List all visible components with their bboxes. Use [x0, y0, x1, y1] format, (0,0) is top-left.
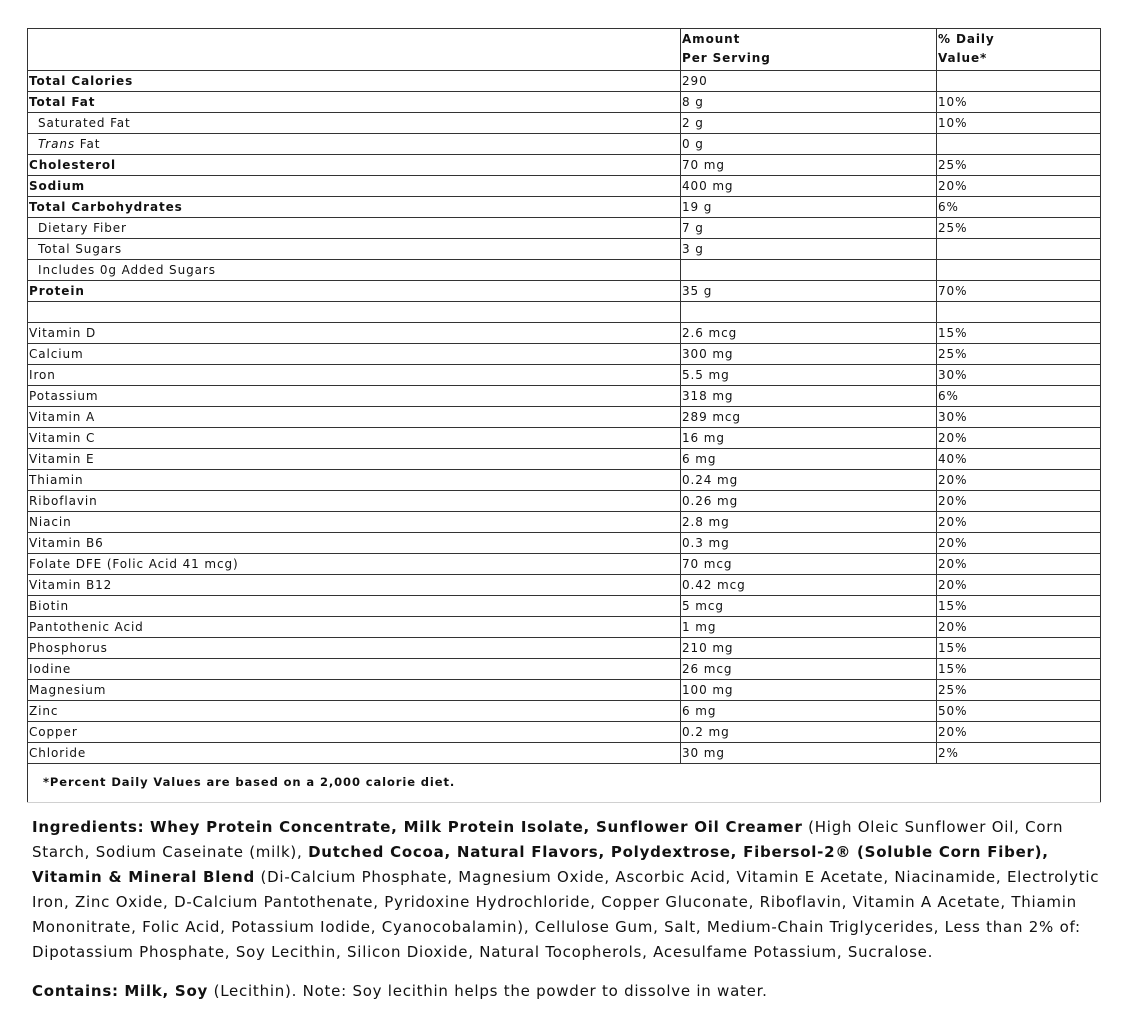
table-row [28, 218, 1101, 239]
nutrient-name: Biotin [28, 596, 681, 617]
table-row [28, 155, 1101, 176]
nutrient-name: Vitamin C [28, 428, 681, 449]
nutrient-daily-value: 15% [937, 638, 1101, 659]
nutrient-amount: 0.26 mg [681, 491, 937, 512]
nutrient-amount: 26 mcg [681, 659, 937, 680]
nutrient-amount: 6 mg [681, 449, 937, 470]
nutrient-amount: 19 g [681, 197, 937, 218]
nutrient-daily-value: 25% [937, 344, 1101, 365]
table-row [28, 617, 1101, 638]
nutrient-name: Includes 0g Added Sugars [28, 260, 681, 281]
nutrient-daily-value [937, 71, 1101, 92]
nutrient-name: Total Carbohydrates [28, 197, 681, 218]
nutrient-name: Total Fat [28, 92, 681, 113]
header-dv-line1: % Daily [938, 32, 995, 46]
nutrient-daily-value [937, 134, 1101, 155]
nutrient-amount: 0.2 mg [681, 722, 937, 743]
nutrient-name: Niacin [28, 512, 681, 533]
nutrient-name: Pantothenic Acid [28, 617, 681, 638]
table-row [28, 575, 1101, 596]
nutrient-daily-value [937, 302, 1101, 323]
nutrient-daily-value: 20% [937, 554, 1101, 575]
nutrient-daily-value: 10% [937, 113, 1101, 134]
daily-value-footnote: *Percent Daily Values are based on a 2,000 calorie diet. [28, 764, 1101, 803]
ingredients-paragraph [32, 815, 1104, 965]
nutrient-amount: 290 [681, 71, 937, 92]
nutrient-name: Folate DFE (Folic Acid 41 mcg) [28, 554, 681, 575]
nutrient-amount: 300 mg [681, 344, 937, 365]
nutrient-daily-value: 25% [937, 155, 1101, 176]
table-row [28, 407, 1101, 428]
table-row [28, 722, 1101, 743]
nutrient-amount: 5 mcg [681, 596, 937, 617]
ingredients-normal-part-2: (Di-Calcium Phosphate, Magnesium Oxide, Ascorbic Acid, Vitamin E Acetate, Niacinamide, Electrolytic Iron, Zinc Oxide, D-Calcium Pantothenate, Pyridoxine Hydrochloride, Copper Gluconate, Riboflavin, Vitamin A Acetate, Thiamin Mononitrate, Folic Acid, Potassium Iodide, Cyanocobalamin), Cellulose Gum, Salt, Medium-Chain Triglycerides, Less than 2% of: Dipotassium Phosphate, Soy Lecithin, Silicon Dioxide, Natural Tocopherols, Acesulfame Potassium, Sucralose. [32, 868, 1100, 961]
nutrient-name: Zinc [28, 701, 681, 722]
nutrient-daily-value: 20% [937, 575, 1101, 596]
nutrient-amount: 0.24 mg [681, 470, 937, 491]
nutrient-daily-value: 40% [937, 449, 1101, 470]
table-row [28, 470, 1101, 491]
nutrient-name: Vitamin B6 [28, 533, 681, 554]
header-amount-cell [681, 29, 937, 71]
nutrient-amount: 2.6 mcg [681, 323, 937, 344]
nutrient-daily-value: 15% [937, 323, 1101, 344]
nutrient-name: Total Calories [28, 71, 681, 92]
nutrient-name: Iron [28, 365, 681, 386]
nutrient-daily-value [937, 260, 1101, 281]
nutrient-name: Calcium [28, 344, 681, 365]
nutrient-name: Total Sugars [28, 239, 681, 260]
nutrient-amount: 8 g [681, 92, 937, 113]
nutrient-amount: 5.5 mg [681, 365, 937, 386]
contains-label: Contains: [32, 982, 119, 1000]
nutrient-daily-value: 20% [937, 470, 1101, 491]
nutrient-daily-value: 2% [937, 743, 1101, 764]
nutrient-amount: 0 g [681, 134, 937, 155]
nutrient-amount [681, 302, 937, 323]
table-row [28, 386, 1101, 407]
table-row [28, 596, 1101, 617]
nutrient-daily-value: 15% [937, 596, 1101, 617]
table-row [28, 491, 1101, 512]
nutrient-amount: 35 g [681, 281, 937, 302]
table-row [28, 659, 1101, 680]
ingredients-bold-part-1: Whey Protein Concentrate, Milk Protein Isolate, Sunflower Oil Creamer [149, 818, 803, 836]
nutrient-amount: 7 g [681, 218, 937, 239]
table-row [28, 134, 1101, 155]
nutrient-daily-value [937, 239, 1101, 260]
nutrient-name: Phosphorus [28, 638, 681, 659]
nutrient-daily-value: 20% [937, 722, 1101, 743]
nutrient-daily-value: 20% [937, 617, 1101, 638]
nutrient-amount: 3 g [681, 239, 937, 260]
header-amount-line2: Per Serving [682, 51, 771, 65]
table-row [28, 533, 1101, 554]
nutrient-amount: 30 mg [681, 743, 937, 764]
nutrient-amount [681, 260, 937, 281]
ingredients-label: Ingredients: [32, 818, 145, 836]
table-row [28, 92, 1101, 113]
trans-fat-rest-label: Fat [75, 137, 101, 151]
table-row [28, 239, 1101, 260]
nutrient-daily-value: 20% [937, 428, 1101, 449]
trans-italic-label: Trans [38, 137, 76, 151]
table-row [28, 344, 1101, 365]
table-row [28, 512, 1101, 533]
nutrient-daily-value: 25% [937, 680, 1101, 701]
nutrient-name [28, 134, 681, 155]
nutrient-name: Thiamin [28, 470, 681, 491]
nutrition-facts-table [27, 28, 1101, 803]
nutrient-daily-value: 10% [937, 92, 1101, 113]
nutrient-amount: 6 mg [681, 701, 937, 722]
nutrient-amount: 400 mg [681, 176, 937, 197]
nutrient-amount: 318 mg [681, 386, 937, 407]
table-row [28, 554, 1101, 575]
table-row [28, 743, 1101, 764]
table-row [28, 71, 1101, 92]
table-header-row [28, 29, 1101, 71]
nutrient-daily-value: 30% [937, 365, 1101, 386]
table-row [28, 701, 1101, 722]
nutrient-name: Chloride [28, 743, 681, 764]
nutrient-amount: 70 mg [681, 155, 937, 176]
nutrient-name: Potassium [28, 386, 681, 407]
header-nutrient-cell [28, 29, 681, 71]
nutrient-name: Iodine [28, 659, 681, 680]
nutrient-name: Copper [28, 722, 681, 743]
nutrient-name: Vitamin D [28, 323, 681, 344]
nutrient-daily-value: 20% [937, 533, 1101, 554]
contains-paragraph [32, 979, 1104, 1004]
nutrient-amount: 0.42 mcg [681, 575, 937, 596]
nutrient-name: Vitamin A [28, 407, 681, 428]
nutrient-daily-value: 70% [937, 281, 1101, 302]
nutrient-amount: 2 g [681, 113, 937, 134]
table-row [28, 281, 1101, 302]
table-row [28, 365, 1101, 386]
table-row [28, 302, 1101, 323]
nutrient-name: Cholesterol [28, 155, 681, 176]
nutrient-name: Vitamin E [28, 449, 681, 470]
nutrient-daily-value: 25% [937, 218, 1101, 239]
nutrient-amount: 100 mg [681, 680, 937, 701]
table-row [28, 428, 1101, 449]
nutrient-name: Saturated Fat [28, 113, 681, 134]
nutrient-daily-value: 6% [937, 197, 1101, 218]
header-amount-line1: Amount [682, 32, 741, 46]
contains-note: (Lecithin). Note: Soy lecithin helps the powder to dissolve in water. [208, 982, 768, 1000]
nutrient-amount: 0.3 mg [681, 533, 937, 554]
table-row [28, 680, 1101, 701]
table-row [28, 113, 1101, 134]
nutrient-daily-value: 20% [937, 176, 1101, 197]
nutrient-name: Protein [28, 281, 681, 302]
table-row [28, 323, 1101, 344]
nutrition-table-body [28, 29, 1101, 803]
table-row [28, 449, 1101, 470]
ingredients-bold-part-2: Dutched Cocoa, Natural Flavors, Polydextrose, Fibersol-2® (Soluble Corn Fiber), Vitamin & Mineral Blend [32, 843, 1049, 886]
header-daily-value-cell [937, 29, 1101, 71]
table-row [28, 260, 1101, 281]
contains-allergens: Milk, Soy [124, 982, 209, 1000]
nutrient-daily-value: 20% [937, 512, 1101, 533]
nutrient-amount: 1 mg [681, 617, 937, 638]
footnote-row [28, 764, 1101, 803]
nutrient-name: Riboflavin [28, 491, 681, 512]
nutrient-amount: 210 mg [681, 638, 937, 659]
table-row [28, 638, 1101, 659]
nutrient-amount: 70 mcg [681, 554, 937, 575]
nutrient-name: Vitamin B12 [28, 575, 681, 596]
nutrient-amount: 2.8 mg [681, 512, 937, 533]
table-row [28, 176, 1101, 197]
nutrient-amount: 16 mg [681, 428, 937, 449]
header-dv-line2: Value* [938, 51, 988, 65]
nutrient-daily-value: 30% [937, 407, 1101, 428]
table-row [28, 197, 1101, 218]
nutrient-name: Sodium [28, 176, 681, 197]
nutrient-daily-value: 15% [937, 659, 1101, 680]
nutrient-name: Magnesium [28, 680, 681, 701]
nutrient-daily-value: 50% [937, 701, 1101, 722]
nutrient-daily-value: 20% [937, 491, 1101, 512]
nutrient-name: Dietary Fiber [28, 218, 681, 239]
nutrient-name [28, 302, 681, 323]
ingredients-normal-part-1: (High Oleic Sunflower Oil, Corn Starch, Sodium Caseinate (milk), [32, 818, 1064, 861]
nutrient-amount: 289 mcg [681, 407, 937, 428]
nutrient-daily-value: 6% [937, 386, 1101, 407]
